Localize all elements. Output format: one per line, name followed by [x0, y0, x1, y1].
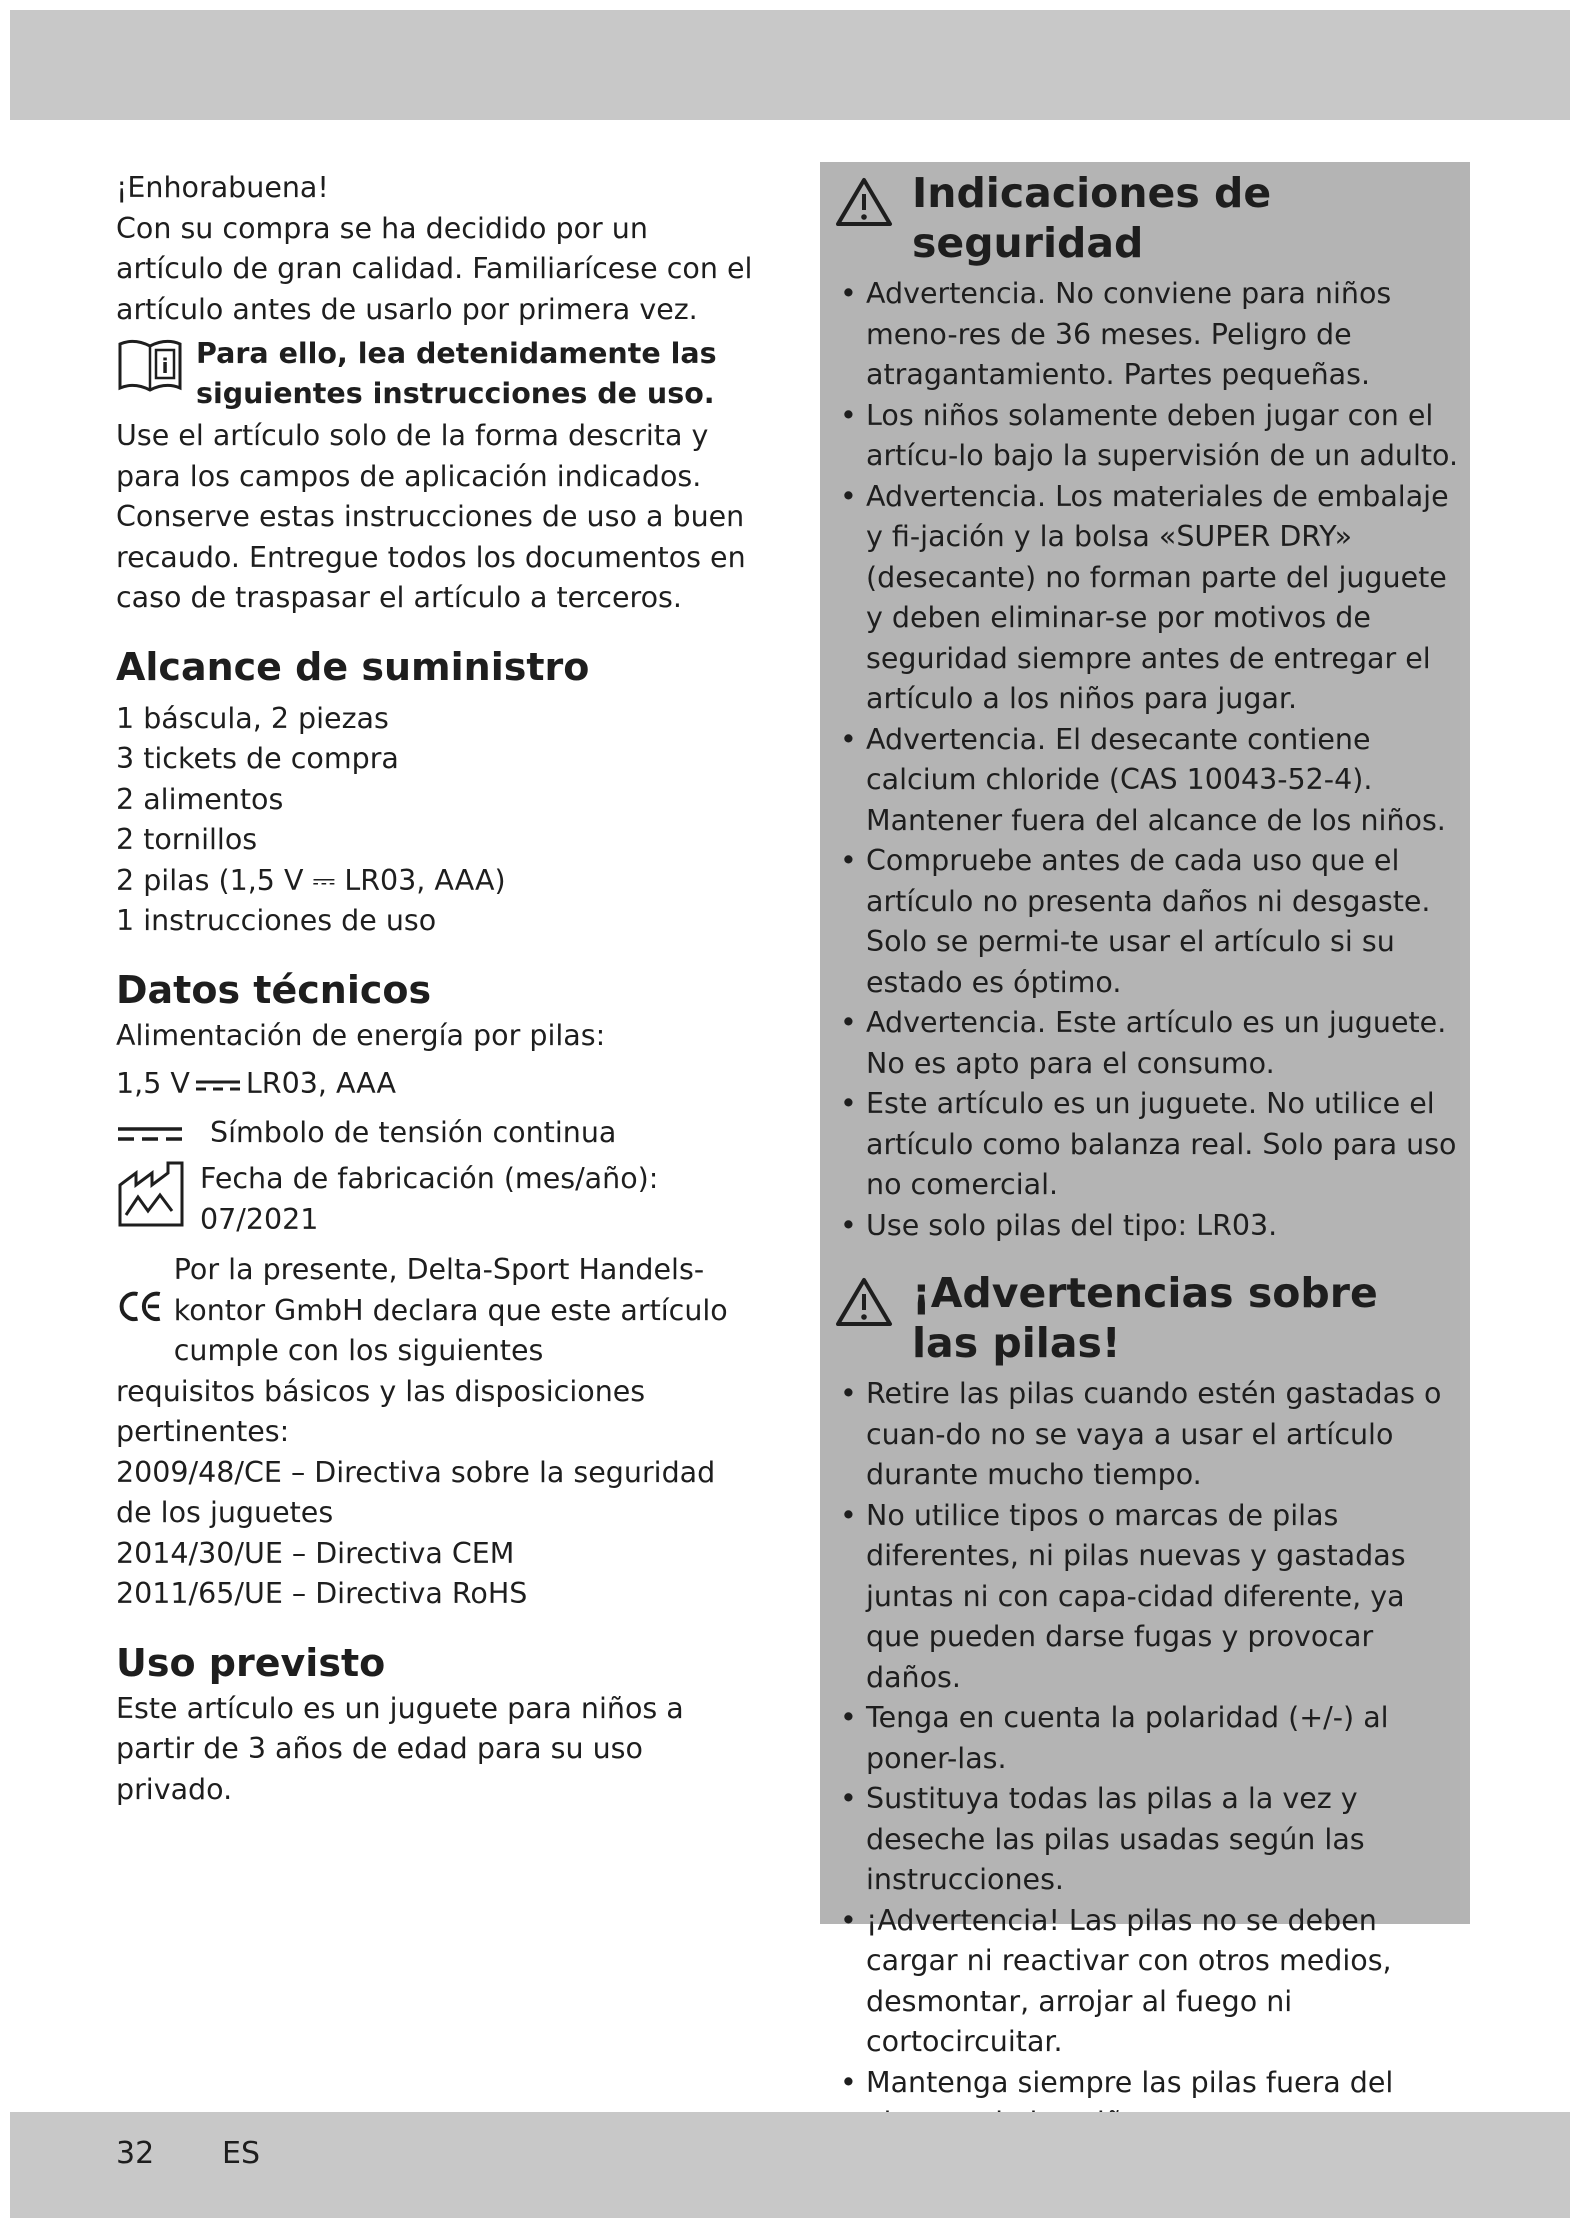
battery-list [834, 1374, 1460, 2184]
directive-item: 2014/30/UE – Directiva CEM [116, 1536, 515, 1570]
battery-item: • ¡Advertencia! Las pilas no se deben cargar ni reactivar con otros medios, desmontar, arrojar al fuego ni cortocircuitar. [834, 1901, 1460, 2063]
svg-text:i: i [161, 354, 169, 378]
battery-item: • Sustituya todas las pilas a la vez y deseche las pilas usadas según las instrucciones. [834, 1779, 1460, 1901]
warning-triangle-icon [834, 176, 894, 228]
supply-item: 1 báscula, 2 piezas [116, 701, 389, 735]
intro-text: Con su compra se ha decidido por un artículo de gran calidad. Familiarícese con el artículo antes de usarlo por primera vez. [116, 211, 753, 326]
use-heading: Uso previsto [116, 1640, 386, 1685]
directive-item: 2011/65/UE – Directiva RoHS [116, 1577, 528, 1610]
supply-heading: Alcance de suministro [116, 644, 590, 689]
battery-item: • Retire las pilas cuando estén gastadas o cuan-do no se vaya a usar el artículo durante mucho tiempo. [834, 1374, 1460, 1496]
direct-current-icon [192, 1064, 244, 1104]
safety-item: • Advertencia. Este artículo es un juguete. No es apto para el consumo. [834, 1003, 1460, 1084]
power-battery-type: LR03, AAA [245, 1067, 397, 1100]
ce-declaration [116, 1250, 756, 1372]
battery-heading-row [834, 1268, 1460, 1368]
tech-heading: Datos técnicos [116, 967, 432, 1012]
language-code: ES [222, 2136, 260, 2171]
safety-item: • Advertencia. No conviene para niños meno-res de 36 meses. Peligro de atragantamiento. Partes pequeñas. [834, 274, 1460, 396]
directive-item: 2009/48/CE – Directiva sobre la seguridad de los juguetes [116, 1455, 716, 1529]
safety-heading-row [834, 168, 1460, 268]
dc-label: Símbolo de tensión continua [210, 1115, 617, 1149]
safety-heading: Indicaciones de seguridad [912, 169, 1272, 267]
manual-info-icon [116, 338, 184, 398]
battery-item: • Mantenga siempre las pilas fuera del [834, 2063, 1460, 2144]
dc-symbol-row [116, 1113, 756, 1154]
use-text: Este artículo es un juguete para niños a partir de 3 años de edad para su uso privado. [116, 1691, 684, 1806]
supply-item: 2 tornillos [116, 823, 258, 856]
power-spec [116, 1064, 756, 1105]
usage-text: Use el artículo solo de la forma descrita y para los campos de aplicación indicados. Conserve estas instrucciones de uso a buen recaudo. Entregue todos los documentos en caso de traspasar el artículo a terceros. [116, 419, 746, 614]
note-text: Para ello, lea detenidamente las siguientes instrucciones de uso. [196, 337, 717, 410]
left-column [116, 168, 756, 1810]
manufacture-date: 07/2021 [200, 1202, 319, 1236]
manufacture-row [116, 1159, 756, 1240]
header-band [10, 10, 1570, 120]
safety-list [834, 274, 1460, 1246]
safety-item: • Compruebe antes de cada uso que el artículo no presenta daños ni desgaste. Solo se permi-te usar el artículo si su estado es óptimo. [834, 841, 1460, 1003]
ce-text: Por la presente, Delta-Sport Handels-kontor GmbH declara que este artículo cumple con los siguientes [173, 1253, 728, 1367]
ce-mark-icon [116, 1256, 164, 1356]
battery-item: • Tenga en cuenta la polaridad (+/-) al poner-las. [834, 1698, 1460, 1779]
battery-heading: ¡Advertencias sobre las pilas! [912, 1269, 1378, 1367]
power-voltage: 1,5 V [116, 1067, 190, 1100]
supply-item: 2 alimentos [116, 782, 284, 816]
supply-item: 2 pilas (1,5 V ⎓ LR03, AAA) [116, 863, 506, 897]
supply-item: 3 tickets de compra [116, 742, 399, 775]
safety-box [820, 162, 1470, 2099]
direct-current-icon [116, 1113, 186, 1153]
manufacture-label: Fecha de fabricación (mes/año): [200, 1162, 659, 1195]
manufacture-date-icon [116, 1159, 186, 1229]
safety-item: • Los niños solamente deben jugar con el artícu-lo bajo la supervisión de un adulto. [834, 396, 1460, 477]
safety-item: • Advertencia. Los materiales de embalaje y fi-jación y la bolsa «SUPER DRY» (desecante) no forman parte del juguete y deben eliminar-se por motivos de seguridad siempre antes de entregar el artículo a los niños para jugar. [834, 477, 1460, 720]
safety-item: • Advertencia. El desecante contiene calcium chloride (CAS 10043-52-4). Mantener fuera del alcance de los niños. [834, 720, 1460, 842]
supply-item: 1 instrucciones de uso [116, 904, 437, 937]
ce-text-continued: requisitos básicos y las disposiciones pertinentes: [116, 1374, 646, 1448]
power-label: Alimentación de energía por pilas: [116, 1018, 606, 1052]
safety-item: • Use solo pilas del tipo: LR03. [834, 1206, 1460, 1247]
warning-triangle-icon [834, 1276, 894, 1328]
intro-greeting: ¡Enhorabuena! [116, 171, 329, 204]
battery-item: • No utilice tipos o marcas de pilas diferentes, ni pilas nuevas y gastadas juntas ni con capa-cidad diferente, ya que pueden darse fugas y provocar daños. [834, 1496, 1460, 1699]
page-number: 32 [116, 2136, 155, 2171]
read-instructions-note [116, 334, 756, 414]
safety-item: • Este artículo es un juguete. No utilice el artículo como balanza real. Solo para uso no comercial. [834, 1084, 1460, 1206]
